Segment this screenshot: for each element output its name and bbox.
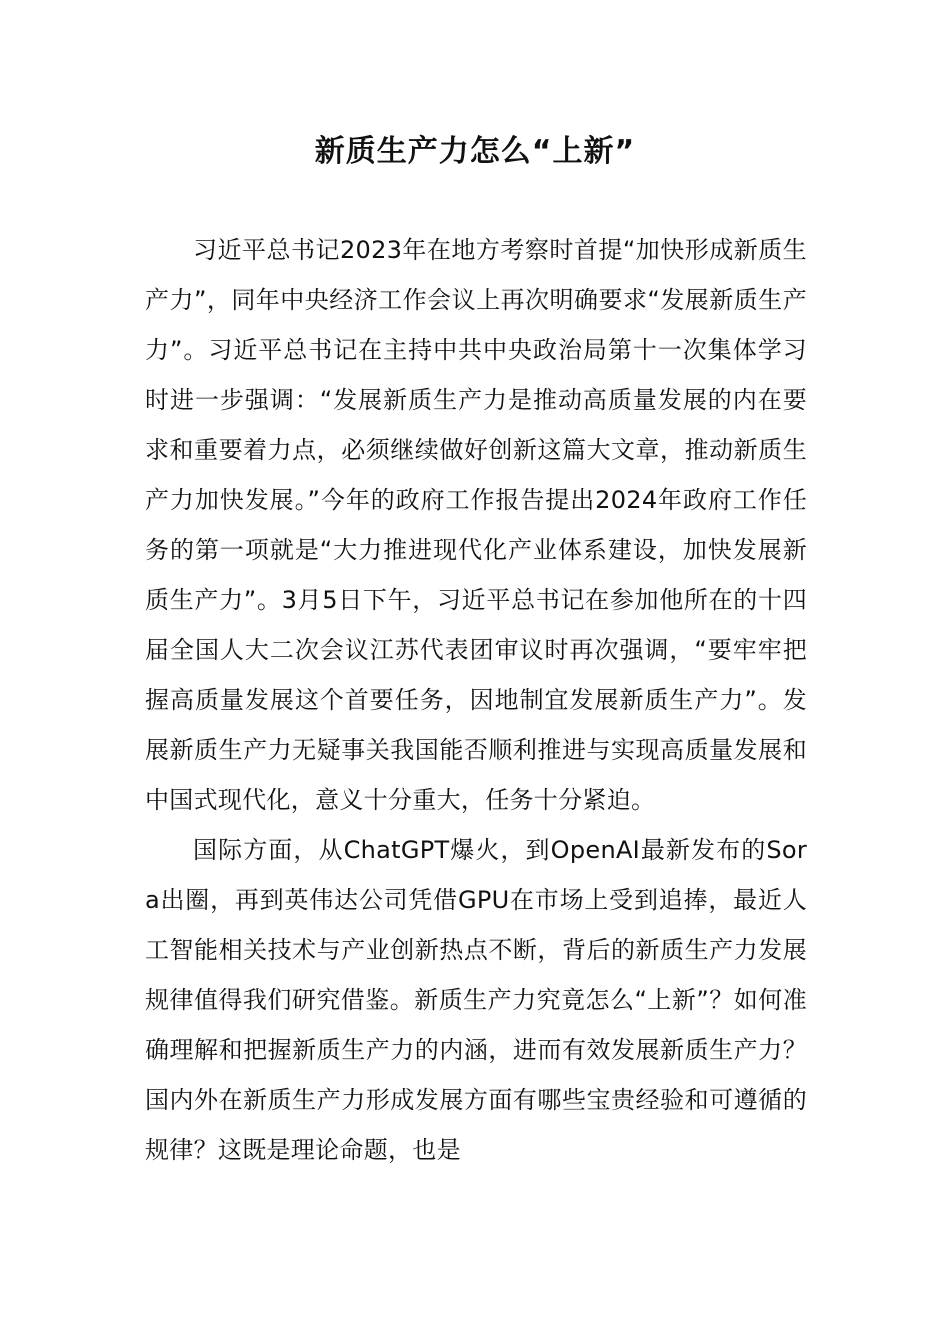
paragraph-2: 国际方面，从ChatGPT爆火，到OpenAI最新发布的Sora出圈，再到英伟达公司凭借GPU在市场上受到追捧，最近人工智能相关技术与产业创新热点不断，背后的新质生产力发展规律值得我们研究借鉴。新质生产力究竟怎么“上新”？如何准确理解和把握新质生产力的内涵，进而有效发展新质生产力？国内外在新质生产力形成发展方面有哪些宝贵经验和可遵循的规律？这既是理论命题，也是 (145, 836, 807, 1164)
paragraph-1: 习近平总书记2023年在地方考察时首提“加快形成新质生产力”，同年中央经济工作会议上再次明确要求“发展新质生产力”。习近平总书记在主持中共中央政治局第十一次集体学习时进一步强调：“发展新质生产力是推动高质量发展的内在要求和重要着力点，必须继续做好创新这篇大文章，推动新质生产力加快发展。”今年的政府工作报告提出2024年政府工作任务的第一项就是“大力推进现代化产业体系建设，加快发展新质生产力”。3月5日下午，习近平总书记在参加他所在的十四届全国人大二次会议江苏代表团审议时再次强调，“要牢牢把握高质量发展这个首要任务，因地制宜发展新质生产力”。发展新质生产力无疑事关我国能否顺利推进与实现高质量发展和中国式现代化，意义十分重大，任务十分紧迫。 (145, 236, 807, 814)
document-title: 新质生产力怎么“上新” (314, 134, 636, 169)
document-body (145, 225, 807, 1175)
